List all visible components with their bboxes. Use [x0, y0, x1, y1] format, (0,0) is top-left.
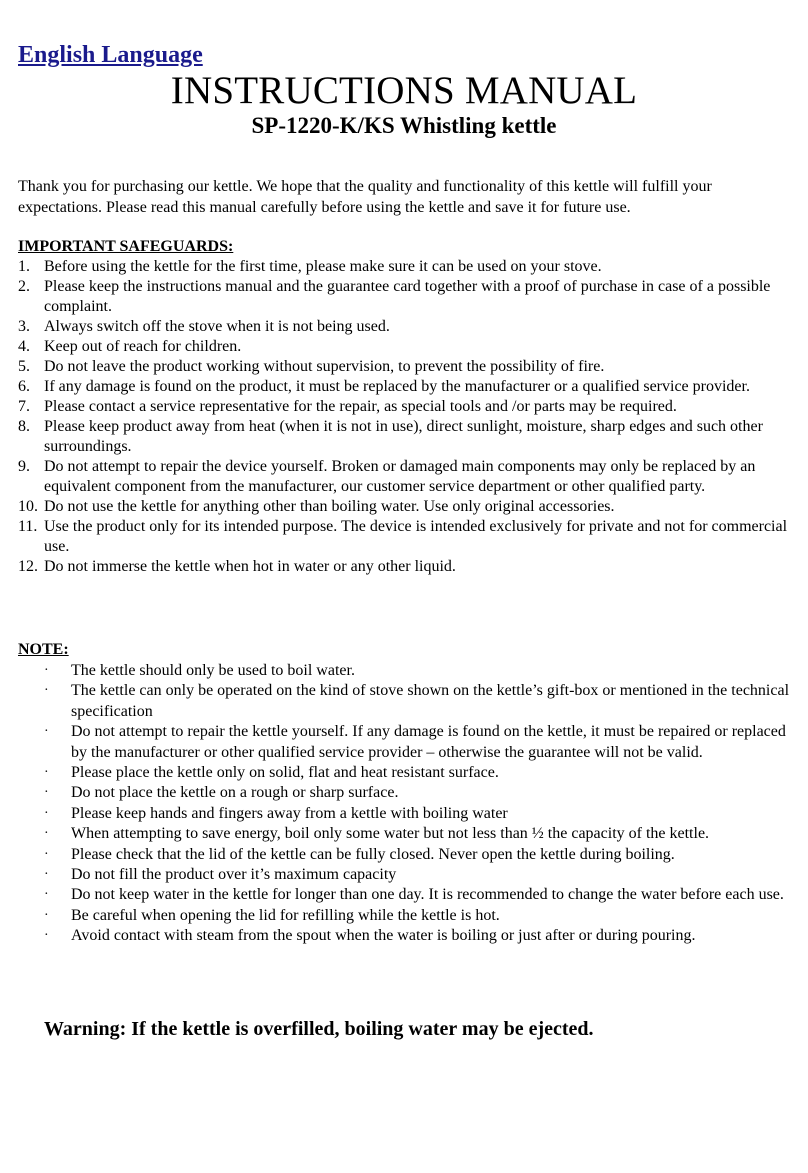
- item-number: 9.: [18, 458, 30, 475]
- intro-line-2: expectations. Please read this manual carefully before using the kettle and save it for future use.: [18, 199, 631, 216]
- language-label: English Language: [18, 42, 203, 68]
- item-number: 11.: [18, 518, 38, 535]
- bullet-icon: ·: [44, 907, 49, 923]
- list-item: [44, 906, 792, 926]
- list-item: [44, 661, 792, 681]
- item-text: Before using the kettle for the first time, please make sure it can be used on your stove.: [44, 258, 602, 275]
- item-number: 4.: [18, 338, 30, 355]
- item-number: 5.: [18, 358, 30, 375]
- item-number: 12.: [18, 558, 38, 575]
- list-item: [18, 457, 790, 497]
- list-item: [18, 557, 790, 577]
- intro-line-1: Thank you for purchasing our kettle. We hope that the quality and functionality of this kettle will fulfill your: [18, 178, 712, 195]
- note-text: Do not keep water in the kettle for longer than one day. It is recommended to change the water before each use.: [71, 886, 784, 904]
- item-text: Do not attempt to repair the device yourself. Broken or damaged main components may only be replaced by an equivalent component from the manufacturer, our customer service department or other qualified party.: [44, 458, 756, 495]
- note-text: When attempting to save energy, boil only some water but not less than ½ the capacity of the kettle.: [71, 825, 710, 843]
- item-number: 1.: [18, 258, 30, 275]
- safeguards-heading: IMPORTANT SAFEGUARDS:: [18, 238, 234, 255]
- safeguards-list: [18, 257, 790, 577]
- item-text: Do not immerse the kettle when hot in water or any other liquid.: [44, 558, 456, 575]
- list-item: [44, 824, 792, 844]
- bullet-icon: ·: [44, 765, 49, 781]
- list-item: [44, 885, 792, 905]
- note-text: Do not fill the product over it’s maximum capacity: [71, 866, 397, 884]
- list-item: [18, 517, 790, 557]
- bullet-icon: ·: [44, 826, 49, 842]
- item-text: Please contact a service representative for the repair, as special tools and /or parts may be required.: [44, 398, 677, 415]
- item-number: 8.: [18, 418, 30, 435]
- intro-paragraph: [18, 176, 794, 218]
- list-item: [18, 497, 790, 517]
- item-text: Use the product only for its intended purpose. The device is intended exclusively for private and not for commercial use.: [44, 518, 788, 555]
- note-text: Do not attempt to repair the kettle yourself. If any damage is found on the kettle, it must be repaired or replaced by the manufacturer or other qualified service provider – otherwise the guarantee will not be valid.: [71, 723, 786, 761]
- list-item: [44, 681, 792, 722]
- list-item: [18, 337, 790, 357]
- item-number: 6.: [18, 378, 30, 395]
- list-item: [18, 397, 790, 417]
- item-text: Do not use the kettle for anything other than boiling water. Use only original accessories.: [44, 498, 615, 515]
- item-number: 7.: [18, 398, 30, 415]
- list-item: [18, 277, 790, 317]
- page-title: INSTRUCTIONS MANUAL: [170, 69, 638, 112]
- item-text: Please keep the instructions manual and the guarantee card together with a proof of purchase in case of a possible complaint.: [44, 278, 771, 315]
- bullet-icon: ·: [44, 683, 49, 699]
- list-item: [18, 417, 790, 457]
- list-item: [44, 763, 792, 783]
- list-item: [18, 377, 790, 397]
- bullet-icon: ·: [44, 887, 49, 903]
- note-text: Please check that the lid of the kettle can be fully closed. Never open the kettle during boiling.: [71, 845, 675, 863]
- bullet-icon: ·: [44, 928, 49, 944]
- list-item: [44, 865, 792, 885]
- bullet-icon: ·: [44, 724, 49, 740]
- item-text: Always switch off the stove when it is not being used.: [44, 318, 390, 335]
- overfill-warning: Warning: If the kettle is overfilled, boiling water may be ejected.: [44, 1018, 594, 1040]
- item-text: If any damage is found on the product, it must be replaced by the manufacturer or a qualified service provider.: [44, 378, 750, 395]
- item-text: Do not leave the product working without supervision, to prevent the possibility of fire.: [44, 358, 605, 375]
- note-text: The kettle should only be used to boil water.: [71, 662, 355, 679]
- list-item: [44, 926, 792, 946]
- note-text: Do not place the kettle on a rough or sharp surface.: [71, 784, 399, 802]
- bullet-icon: ·: [44, 663, 49, 678]
- list-item: [18, 317, 790, 337]
- list-item: [44, 783, 792, 803]
- item-number: 10.: [18, 498, 38, 515]
- note-text: Please place the kettle only on solid, flat and heat resistant surface.: [71, 764, 499, 782]
- note-text: Avoid contact with steam from the spout when the water is boiling or just after or during pouring.: [71, 927, 696, 945]
- bullet-icon: ·: [44, 785, 49, 801]
- list-item: [44, 804, 792, 824]
- list-item: [18, 257, 790, 277]
- item-number: 3.: [18, 318, 30, 335]
- item-text: Please keep product away from heat (when it is not in use), direct sunlight, moisture, sharp edges and such other surroundings.: [44, 418, 763, 455]
- bullet-icon: ·: [44, 805, 49, 821]
- bullet-icon: ·: [44, 867, 49, 883]
- item-number: 2.: [18, 278, 30, 295]
- note-text: Be careful when opening the lid for refilling while the kettle is hot.: [71, 906, 500, 924]
- item-text: Keep out of reach for children.: [44, 338, 242, 355]
- list-item: [44, 845, 792, 865]
- list-item: [18, 357, 790, 377]
- product-subtitle: SP-1220-K/KS Whistling kettle: [251, 113, 557, 138]
- bullet-icon: ·: [44, 846, 49, 862]
- note-list: [44, 661, 792, 947]
- note-text: The kettle can only be operated on the kind of stove shown on the kettle’s gift-box or mentioned in the technical specification: [71, 682, 790, 720]
- list-item: [44, 722, 792, 763]
- note-heading: NOTE:: [18, 641, 69, 658]
- note-text: Please keep hands and fingers away from a kettle with boiling water: [71, 804, 508, 822]
